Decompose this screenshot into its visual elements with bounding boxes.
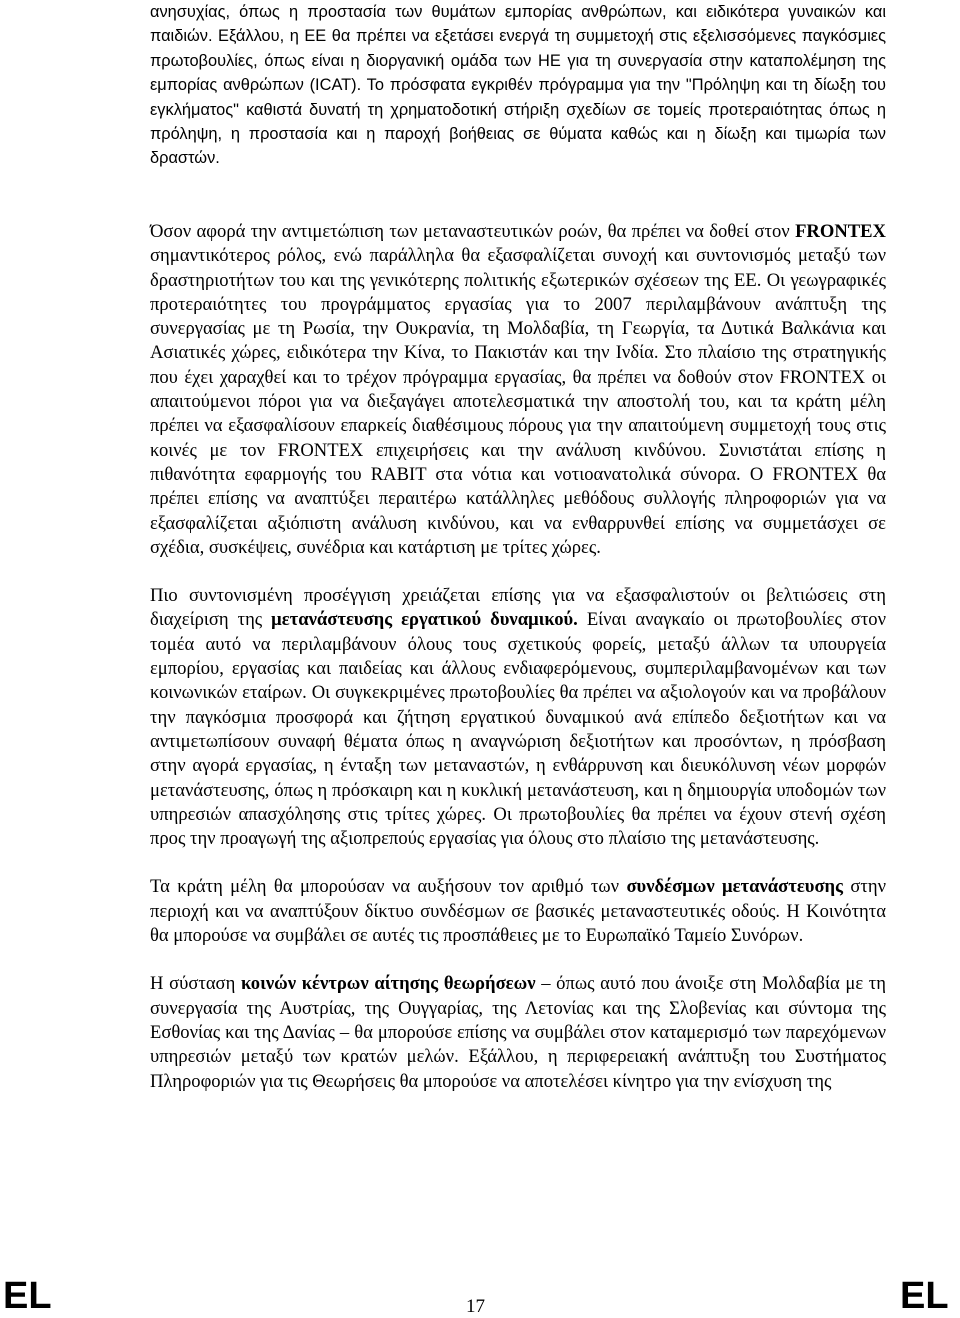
bold-term-migration-liaisons: συνδέσμων μετανάστευσης (626, 876, 843, 898)
paragraph-labour-migration: Πιο συντονισμένη προσέγγιση χρειάζεται επίσης για να εξασφαλιστούν οι βελτιώσεις στη διαχείριση της μετανάστευσης εργατικού δυναμικού. Είναι αναγκαίο οι πρωτοβουλίες στον τομέα αυτό να περιλαμβάνουν όλους τους σχετικούς φορείς, μεταξύ άλλων τα υπουργεία εμπορίου, εργασίας και παιδείας και άλλους ενδιαφερόμενους, συμπεριλαμβανομένων και των κοινωνικών εταίρων. Οι συγκεκριμένες πρωτοβουλίες θα πρέπει να αξιολογούν και να προβάλουν την παγκόσμια προσφορά και ζήτηση εργατικού δυναμικού ανά επίπεδο δεξιοτήτων και να αντιμετωπίσουν συναφή θέματα όπως η αναγνώριση δεξιοτήτων και προσόντων, η πρόσβαση στην αγορά εργασίας, η ένταξη των μεταναστών, η ενθάρρυνση και διευκόλυνση νέων μορφών μετανάστευσης, όπως η πρόσκαιρη και η κυκλική μετανάστευση, και η δημιουργία υποδομών των υπηρεσιών απασχόλησης στις τρίτες χώρες. Οι πρωτοβουλίες θα πρέπει να έχουν στενή σχέση προς την προαγωγή της αξιοπρεπούς εργασίας για όλους στο πλαίσιο της μετανάστευσης. (150, 585, 887, 850)
paragraph-visa-centres: Η σύσταση κοινών κέντρων αίτησης θεωρήσεων – όπως αυτό που άνοιξε στη Μολδαβία με τη συνεργασία της Αυστρίας, της Ουγγαρίας, της Λετονίας και της Σλοβενίας και σύντομα της Εσθονίας και της Δανίας – θα μπορούσε επίσης να συμβάλει στον καταμερισμό των παρεχόμενων υπηρεσιών μεταξύ των κρατών μελών. Εξάλλου, η περιφερειακή ανάπτυξη του Συστήματος Πληροφοριών για τις Θεωρήσεις θα μπορούσε να αποτελέσει κίνητρο για την ενίσχυση της (150, 973, 886, 1092)
main-text-block (150, 220, 886, 1118)
paragraph-trafficking: ανησυχίας, όπως η προστασία των θυμάτων εμπορίας ανθρώπων, και ειδικότερα γυναικών και παιδιών. Εξάλλου, η ΕΕ θα πρέπει να εξετάσει ενεργά τη συμμετοχή στις εξελισσόμενες παγκόσμιες πρωτοβουλίες, όπως είναι η διοργανική ομάδα των ΗΕ για τη συνεργασία στην καταπολέμηση της εμπορίας ανθρώπων (ICAT). Το πρόσφατα εγκριθέν πρόγραμμα για την "Πρόληψη και τη δίωξη του εγκλήματος" καθιστά δυνατή τη χρηματοδοτική στήριξη σχεδίων σε τομείς προτεραιότητας όπως η πρόληψη, η προστασία και η παροχή βοήθειας σε θύματα καθώς και η δίωξη και τιμωρία των δραστών. (150, 3, 886, 168)
paragraph-migration-liaisons: Τα κράτη μέλη θα μπορούσαν να αυξήσουν τον αριθμό των συνδέσμων μετανάστευσης στην περιοχή και να αναπτύξουν δίκτυο συνδέσμων σε βασικές μεταναστευτικές οδούς. Η Κοινότητα θα μπορούσε να συμβάλει σε αυτές τις προσπάθειες με το Ευρωπαϊκό Ταμείο Συνόρων. (150, 876, 886, 947)
paragraph-frontex: Όσον αφορά την αντιμετώπιση των μεταναστευτικών ροών, θα πρέπει να δοθεί στον FRONTEX σημαντικότερος ρόλος, ενώ παράλληλα θα εξασφαλίζεται συνοχή και συντονισμός μεταξύ των δραστηριοτήτων του και της γενικότερης πολιτικής εξωτερικών σχέσεων της ΕΕ. Οι γεωγραφικές προτεραιότητες του προγράμματος εργασίας για το 2007 περιλαμβάνουν ανάπτυξη της συνεργασίας με τη Ρωσία, την Ουκρανία, τη Μολδαβία, τη Γεωργία, τα Δυτικά Βαλκάνια και Ασιατικές χώρες, ειδικότερα την Κίνα, το Πακιστάν και την Ινδία. Στο πλαίσιο της στρατηγικής που έχει χαραχθεί και το τρέχον πρόγραμμα εργασίας, θα πρέπει να δοθούν στον FRONTEX οι απαιτούμενοι πόροι για να διεξαγάγει αποτελεσματικά την αποστολή του, και τα κράτη μέλη πρέπει να εξασφαλίσουν επαρκείς διαθέσιμους πόρους για την απαιτούμενη συμμετοχή τους στις κοινές με τον FRONTEX επιχειρήσεις και την ανάλυση κινδύνου. Συνιστάται επίσης η πιθανότητα εφαρμογής του RABIT στα νότια και νοτιοανατολικά σύνορα. Ο FRONTEX θα πρέπει επίσης να αναπτύξει περαιτέρω κατάλληλες μεθόδους συλλογής πληροφοριών για να εξασφαλίζεται αξιόπιστη ανάλυση κινδύνου, και να ενθαρρυνθεί επίσης να συμμετάσχει σε σχέδια, συσκέψεις, συνέδρια και κατάρτιση με τρίτες χώρες. (150, 221, 886, 558)
footer-language-left: EL (3, 1275, 52, 1317)
bold-term-frontex: FRONTEX (795, 221, 886, 242)
page-number: 17 (466, 1296, 485, 1317)
bold-term-labour-migration: μετανάστευσης εργατικού δυναμικού. (271, 609, 578, 631)
bold-term-visa-centres: κοινών κέντρων αίτησης θεωρήσεων (240, 973, 536, 995)
footer-language-right: EL (900, 1275, 949, 1317)
